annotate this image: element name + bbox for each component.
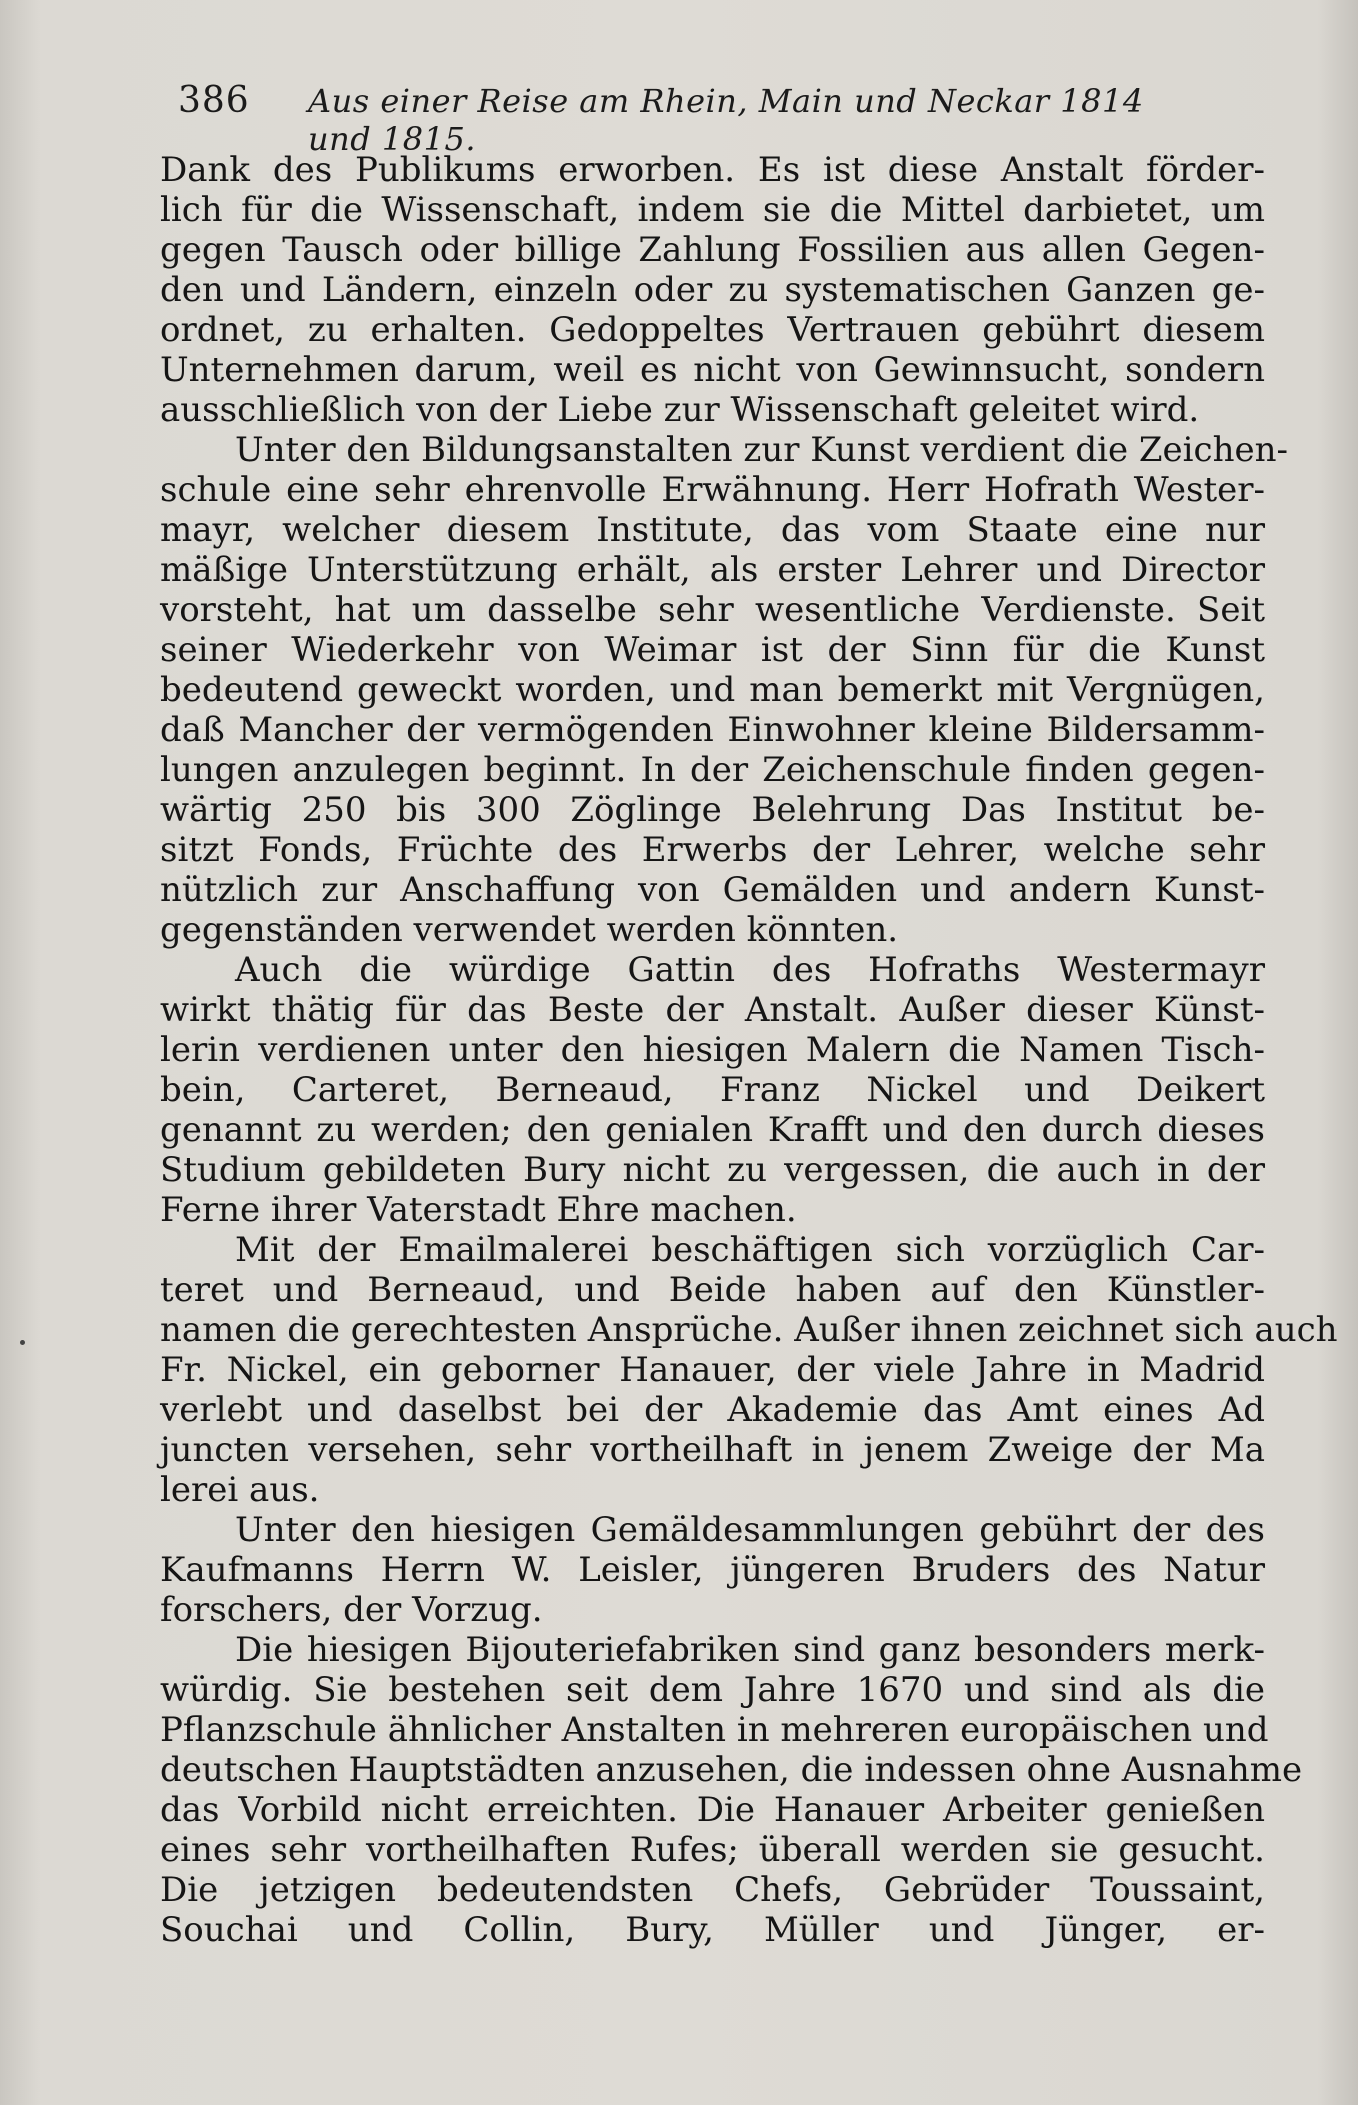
text-line: mayr, welcher diesem Institute, das vom Staate eine nur [160,510,1265,550]
text-line: Ferne ihrer Vaterstadt Ehre machen. [160,1190,797,1230]
text-line: bedeutend geweckt worden, und man bemerkt mit Vergnügen, [160,670,1265,710]
text-line: teret und Berneaud, und Beide haben auf den Künstler- [160,1270,1265,1310]
text-line: Unter den Bildungsanstalten zur Kunst verdient die Zeichen- [235,430,1288,470]
text-line: lerei aus. [160,1470,320,1510]
text-line: vorsteht, hat um dasselbe sehr wesentliche Verdienste. Seit [160,590,1265,630]
body-text [160,150,1338,1950]
text-line: genannt zu werden; den genialen Krafft und den durch dieses [160,1110,1265,1150]
text-line: juncten versehen, sehr vortheilhaft in jenem Zweige der Ma [160,1430,1265,1470]
text-line: verlebt und daselbst bei der Akademie das Amt eines Ad [160,1390,1265,1430]
text-line: eines sehr vortheilhaften Rufes; überall werden sie gesucht. [160,1830,1265,1870]
text-line: gegen Tausch oder billige Zahlung Fossilien aus allen Gegen- [160,230,1265,270]
text-line: Die hiesigen Bijouteriefabriken sind ganz besonders merk- [235,1630,1265,1670]
stray-ink-dot [20,1340,25,1345]
text-line: ordnet, zu erhalten. Gedoppeltes Vertrauen gebührt diesem [160,310,1265,350]
page-header [178,80,1178,158]
text-line: lerin verdienen unter den hiesigen Malern die Namen Tisch- [160,1030,1265,1070]
text-line: gegenständen verwendet werden könnten. [160,910,899,950]
text-line: Mit der Emailmalerei beschäftigen sich vorzüglich Car- [235,1230,1265,1270]
text-line: das Vorbild nicht erreichten. Die Hanauer Arbeiter genießen [160,1790,1265,1830]
page-number: 386 [178,80,250,121]
text-line: Fr. Nickel, ein geborner Hanauer, der viele Jahre in Madrid [160,1350,1265,1390]
text-line: nützlich zur Anschaffung von Gemälden und andern Kunst- [160,870,1265,910]
text-line: lich für die Wissenschaft, indem sie die Mittel darbietet, um [160,190,1265,230]
text-line: Unter den hiesigen Gemäldesammlungen gebührt der des [235,1510,1265,1550]
text-line: Unternehmen darum, weil es nicht von Gewinnsucht, sondern [160,350,1265,390]
text-line: Dank des Publikums erworben. Es ist diese Anstalt förder- [160,150,1265,190]
text-line: bein, Carteret, Berneaud, Franz Nickel und Deikert [160,1070,1265,1110]
text-line: ausschließlich von der Liebe zur Wissenschaft geleitet wird. [160,390,1200,430]
text-line: lungen anzulegen beginnt. In der Zeichenschule finden gegen- [160,750,1265,790]
text-line: forschers, der Vorzug. [160,1590,543,1630]
text-line: würdig. Sie bestehen seit dem Jahre 1670 und sind als die [160,1670,1265,1710]
text-line: den und Ländern, einzeln oder zu systematischen Ganzen ge- [160,270,1265,310]
text-line: Auch die würdige Gattin des Hofraths Westermayr [235,950,1265,990]
text-line: deutschen Hauptstädten anzusehen, die indessen ohne Ausnahme [160,1750,1303,1790]
text-line: wirkt thätig für das Beste der Anstalt. Außer dieser Künst- [160,990,1265,1030]
text-line: mäßige Unterstützung erhält, als erster Lehrer und Director [160,550,1265,590]
text-line: Souchai und Collin, Bury, Müller und Jünger, er- [160,1910,1265,1950]
text-line: daß Mancher der vermögenden Einwohner kleine Bildersamm- [160,710,1265,750]
text-line: sitzt Fonds, Früchte des Erwerbs der Lehrer, welche sehr [160,830,1265,870]
text-line: Pflanzschule ähnlicher Anstalten in mehreren europäischen und [160,1710,1269,1750]
text-line: Die jetzigen bedeutendsten Chefs, Gebrüder Toussaint, [160,1870,1265,1910]
running-title: Aus einer Reise am Rhein, Main und Neckar 1814 und 1815. [308,82,1144,158]
text-line: namen die gerechtesten Ansprüche. Außer ihnen zeichnet sich auch [160,1310,1338,1350]
text-line: Kaufmanns Herrn W. Leisler, jüngeren Bruders des Natur [160,1550,1265,1590]
text-line: wärtig 250 bis 300 Zöglinge Belehrung Das Institut be- [160,790,1265,830]
text-line: Studium gebildeten Bury nicht zu vergessen, die auch in der [160,1150,1265,1190]
text-line: seiner Wiederkehr von Weimar ist der Sinn für die Kunst [160,630,1265,670]
text-line: schule eine sehr ehrenvolle Erwähnung. Herr Hofrath Wester- [160,470,1265,510]
